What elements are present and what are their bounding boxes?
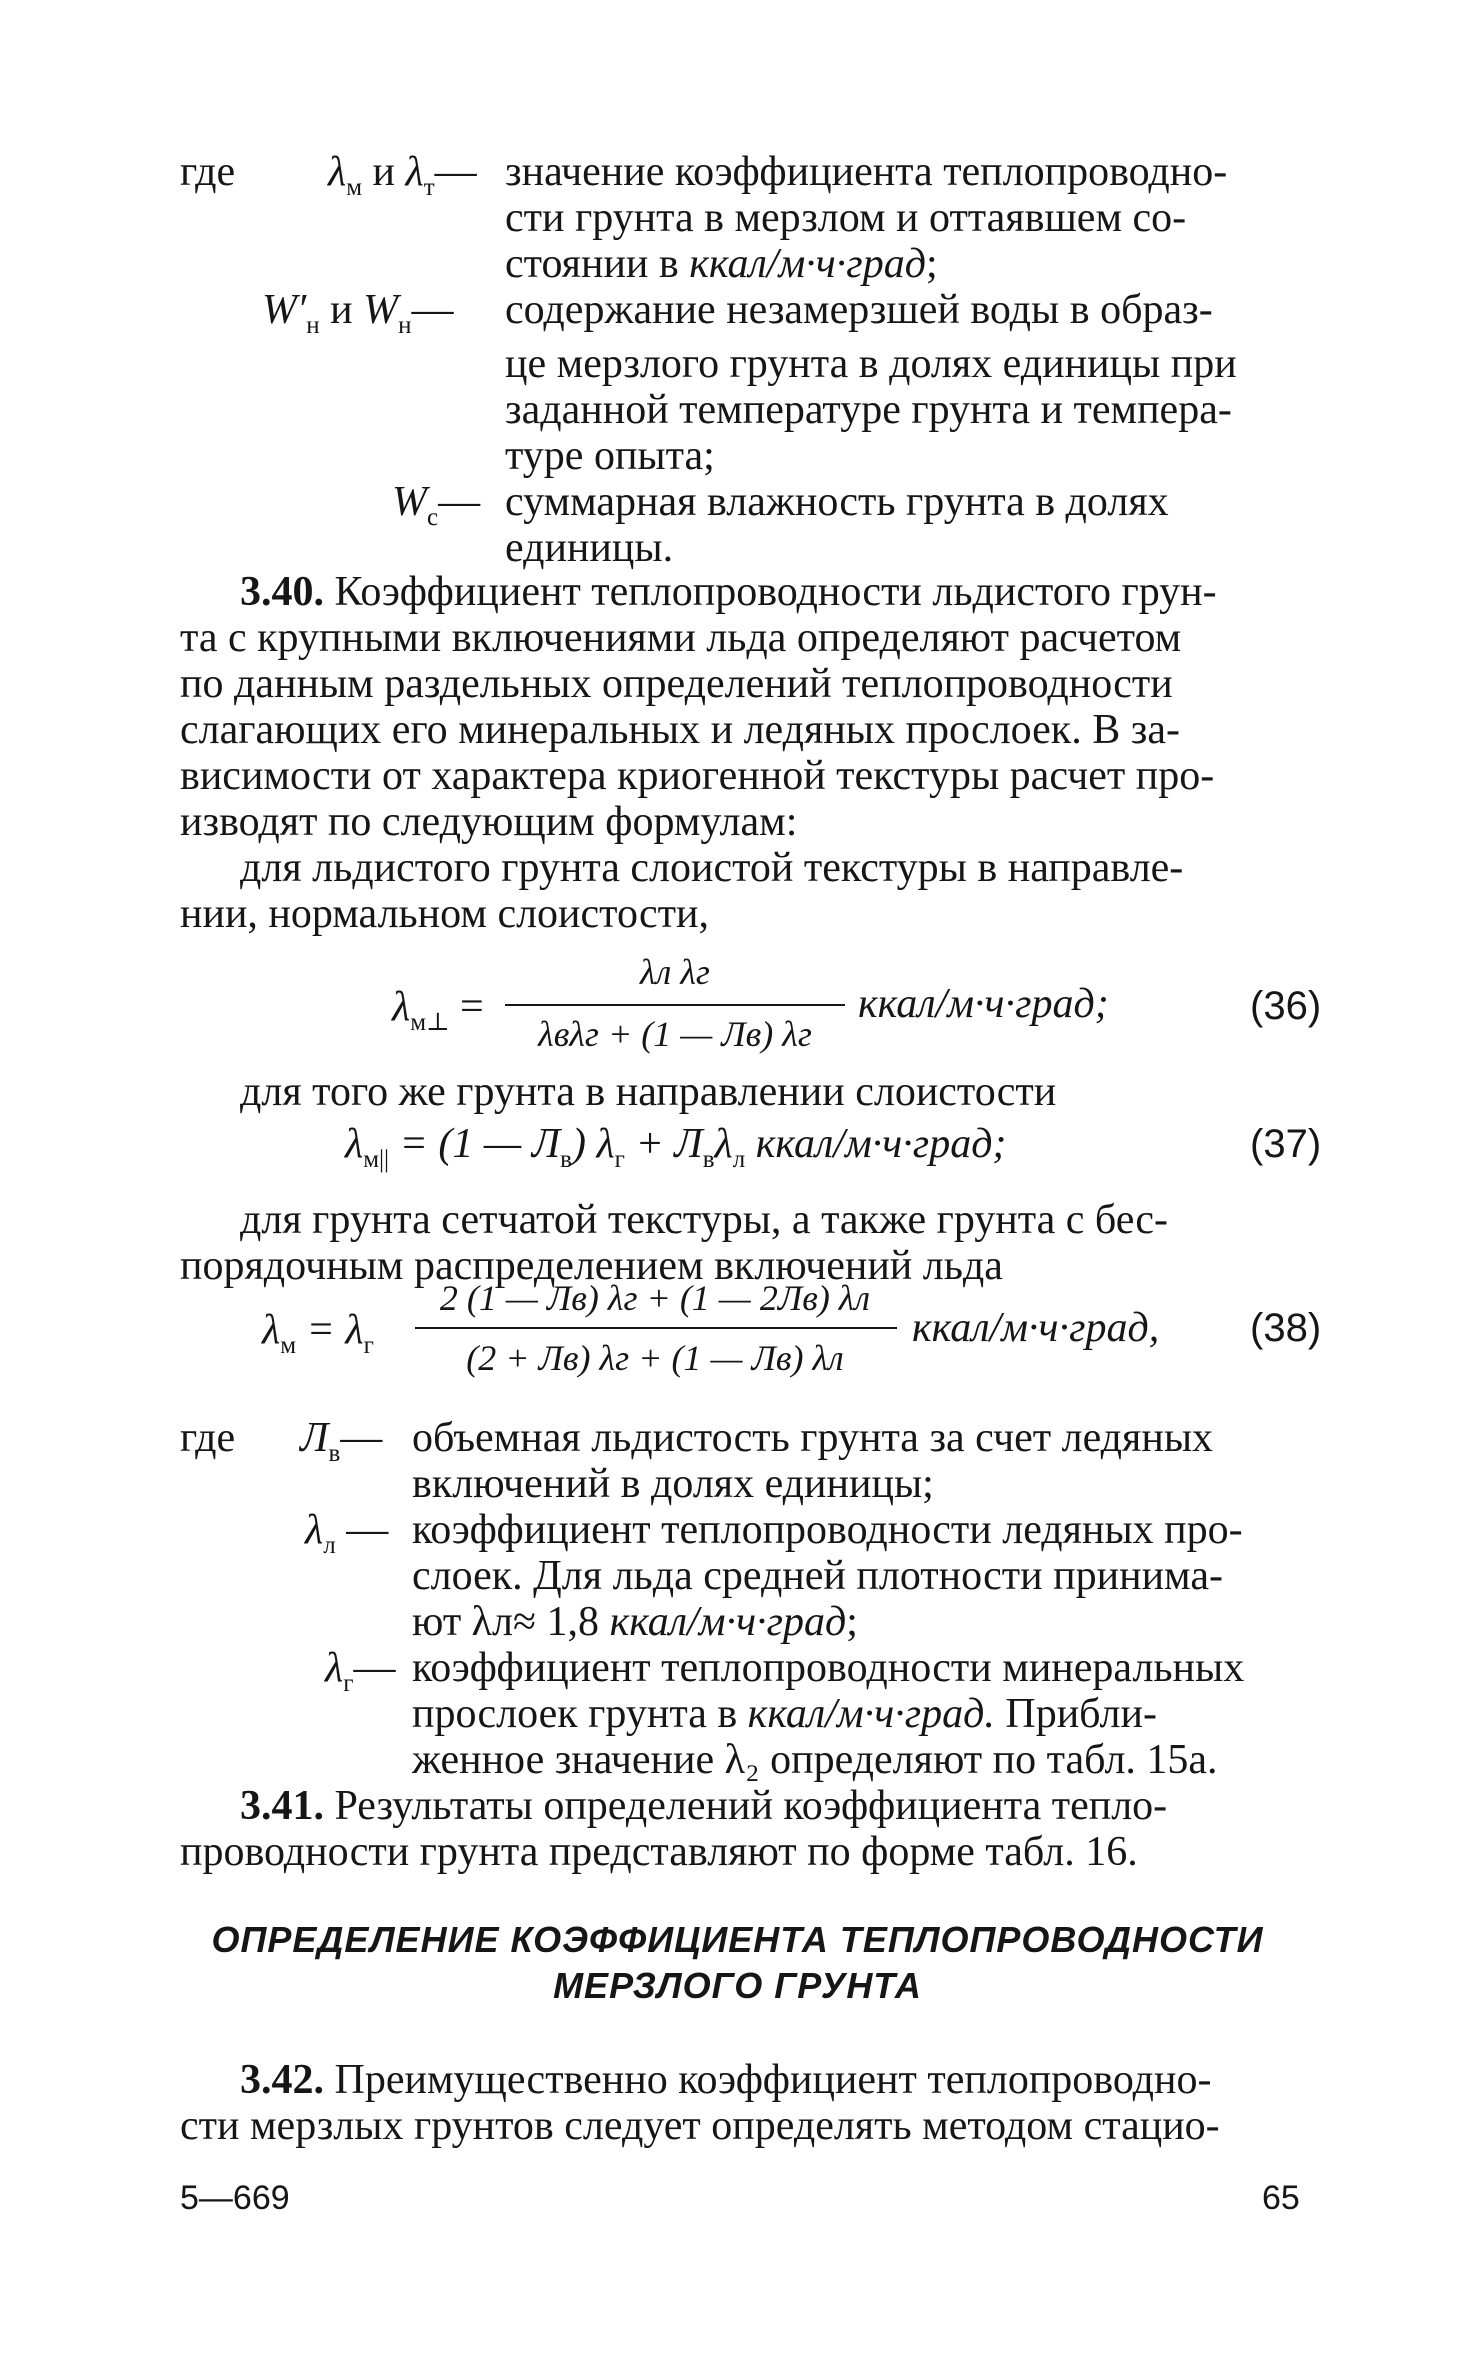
symbol-l-v: $Л_в—$ [300, 1415, 383, 1467]
equation-number: (38) [1250, 1306, 1322, 1350]
where-label: где [180, 149, 236, 195]
paragraph-line: по данным раздельных определений теплопроводности [180, 661, 1173, 707]
definition-line: заданной температуре грунта и темпера- [505, 387, 1232, 433]
page-number: 65 [1262, 2179, 1300, 2217]
definition-line: коэффициент теплопроводности минеральных [412, 1645, 1245, 1691]
symbol-w-n: $W'_н$ и $W_н—$ [262, 287, 454, 339]
definition-line: стоянии в ккал/м·ч·град; [505, 241, 938, 287]
equation-number: (36) [1250, 984, 1322, 1028]
equation-lhs: $\lambda_{м\perp}$ = [392, 984, 484, 1036]
paragraph-line: порядочным распределением включений льда [180, 1243, 1003, 1289]
paragraph-line: для грунта сетчатой текстуры, а также грунта с бес- [240, 1197, 1169, 1243]
paragraph-line: нии, нормальном слоистости, [180, 891, 709, 937]
fraction-bar [505, 1004, 845, 1006]
equation-number: (37) [1250, 1122, 1322, 1166]
fraction-denominator: λвλг + (1 — Лв) λг [538, 1014, 812, 1054]
definition-line: объемная льдистость грунта за счет ледяных [412, 1415, 1214, 1461]
fraction-bar [415, 1327, 897, 1329]
definition-line: сти грунта в мерзлом и оттаявшем со- [505, 195, 1187, 241]
where-label: где [180, 1415, 236, 1461]
definition-line: единицы. [505, 525, 674, 571]
paragraph-line: проводности грунта представляют по форме табл. 16. [180, 1829, 1138, 1875]
footer-signature: 5—669 [180, 2179, 290, 2217]
paragraph-line: слагающих его минеральных и ледяных прослоек. В за- [180, 707, 1180, 753]
symbol-lambda-m-t: $\lambda_м$ и $\lambda_т—$ [328, 149, 477, 201]
section-heading: ОПРЕДЕЛЕНИЕ КОЭФФИЦИЕНТА ТЕПЛОПРОВОДНОСТИ [211, 1919, 1264, 1960]
definition-line: включений в долях единицы; [412, 1461, 934, 1507]
equation-unit: ккал/м·ч·град, [912, 1305, 1160, 1351]
section-heading-line2: МЕРЗЛОГО ГРУНТА [553, 1965, 922, 2006]
fraction-numerator: λл λг [640, 952, 710, 992]
paragraph-3-40: 3.40. Коэффициент теплопроводности льдистого грун- [240, 569, 1217, 615]
symbol-lambda-g: $\lambda_г—$ [325, 1645, 396, 1697]
definition-line: це мерзлого грунта в долях единицы при [505, 341, 1237, 387]
paragraph-line: для того же грунта в направлении слоистости [240, 1069, 1057, 1115]
paragraph-line: для льдистого грунта слоистой текстуры в направле- [240, 845, 1184, 891]
definition-line: прослоек грунта в ккал/м·ч·град. Прибли- [412, 1691, 1157, 1737]
definition-line: коэффициент теплопроводности ледяных про- [412, 1507, 1243, 1553]
definition-line: значение коэффициента теплопроводно- [505, 149, 1228, 195]
paragraph-line: сти мерзлых грунтов следует определять методом стацио- [180, 2103, 1220, 2149]
paragraph-line: та с крупными включениями льда определяют расчетом [180, 615, 1182, 661]
equation-lhs: $\lambda_м = \lambda_г$ [262, 1307, 374, 1359]
equation-unit: ккал/м·ч·град; [858, 981, 1109, 1027]
fraction-denominator: (2 + Лв) λг + (1 — Лв) λл [466, 1338, 844, 1378]
symbol-w-c: $W_с—$ [392, 479, 481, 531]
paragraph-3-42: 3.42. Преимущественно коэффициент теплопроводно- [240, 2057, 1212, 2103]
definition-line: туре опыта; [505, 433, 715, 479]
definition-line: слоек. Для льда средней плотности принима- [412, 1553, 1223, 1599]
definition-line: содержание незамерзшей воды в образ- [505, 287, 1213, 333]
definition-line: суммарная влажность грунта в долях [505, 479, 1169, 525]
definition-line: женное значение λ₂ определяют по табл. 15а. [412, 1737, 1218, 1783]
paragraph-3-41: 3.41. Результаты определений коэффициента тепло- [240, 1783, 1168, 1829]
definition-line: ют λл≈ 1,8 ккал/м·ч·град; [412, 1599, 858, 1645]
fraction-numerator: 2 (1 — Лв) λг + (1 — 2Лв) λл [439, 1278, 871, 1318]
equation-body: $\lambda_{м||} = (1$ — $Л_в$) $\lambda_г + Л_в\lambda_л$ ккал/м·ч·град; [345, 1121, 1007, 1173]
paragraph-line: изводят по следующим формулам: [180, 799, 798, 845]
paragraph-line: висимости от характера криогенной текстуры расчет про- [180, 753, 1215, 799]
symbol-lambda-l: $\lambda_л$ — [305, 1507, 389, 1559]
